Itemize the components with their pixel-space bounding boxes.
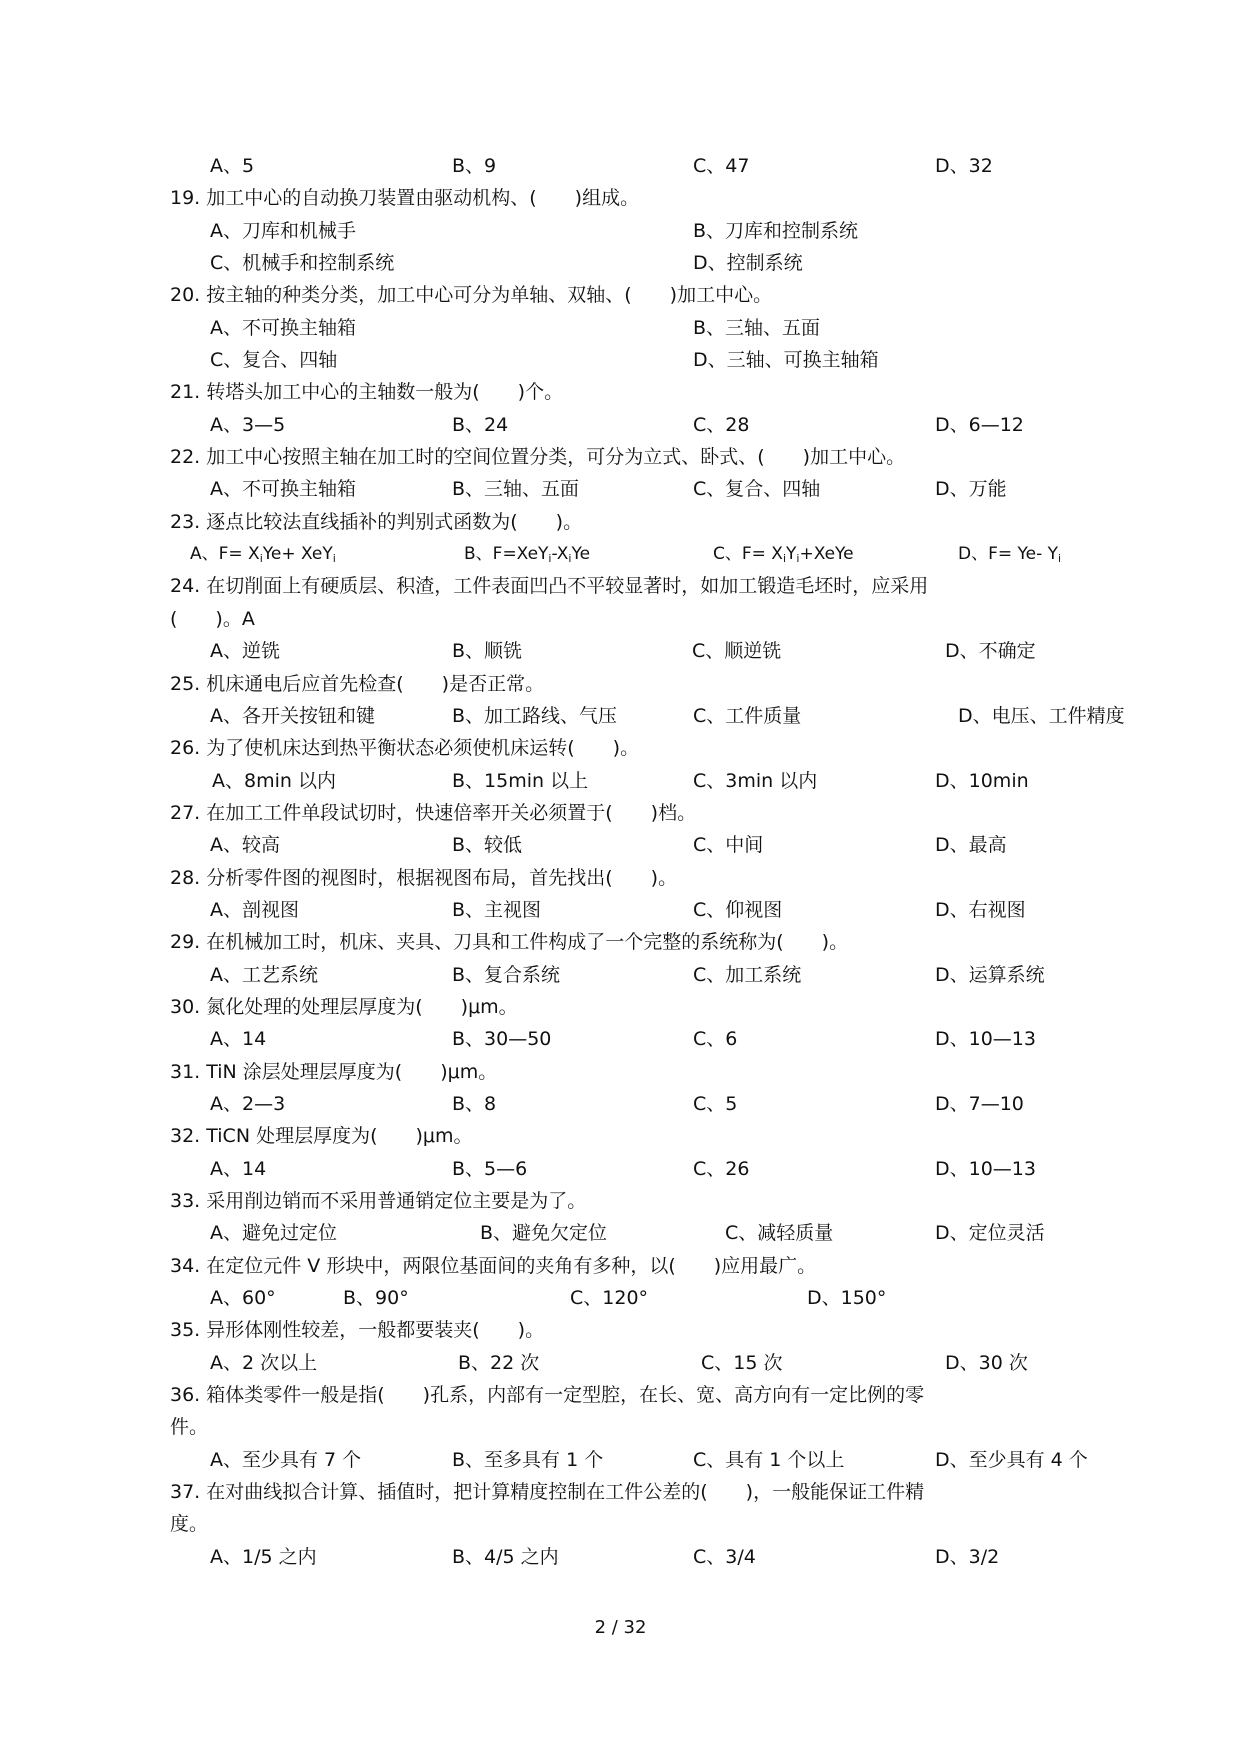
question-line bbox=[170, 732, 1070, 764]
option-a: A、不可换主轴箱 bbox=[210, 478, 356, 501]
question-text: 26. 为了使机床达到热平衡状态必须使机床运转( )。 bbox=[170, 737, 640, 760]
options-row bbox=[190, 1023, 1070, 1055]
options-row bbox=[190, 635, 1070, 667]
question-text: 34. 在定位元件 V 形块中，两限位基面间的夹角有多种，以( )应用最广。 bbox=[170, 1254, 817, 1277]
question-text: 33. 采用削边销而不采用普通销定位主要是为了。 bbox=[170, 1190, 587, 1212]
option-c: C、3/4 bbox=[693, 1545, 756, 1568]
options-row bbox=[190, 1347, 1070, 1379]
option-b: B、22 次 bbox=[458, 1351, 540, 1374]
question-line bbox=[170, 668, 1070, 700]
option-b: B、24 bbox=[452, 413, 509, 436]
option-a: A、剖视图 bbox=[210, 898, 299, 921]
question-text: 19. 加工中心的自动换刀装置由驱动机构、( )组成。 bbox=[170, 187, 640, 210]
options-row bbox=[190, 959, 1070, 991]
option-d: D、右视图 bbox=[935, 898, 1026, 921]
question-text: 29. 在机械加工时，机床、夹具、刀具和工件构成了一个完整的系统称为( )。 bbox=[170, 931, 849, 954]
option-a: A、5 bbox=[210, 155, 255, 177]
subscript: i bbox=[1058, 552, 1062, 566]
option-d: D、10—13 bbox=[935, 1157, 1036, 1180]
formula-text: B、F=XeY bbox=[464, 544, 549, 565]
options-row bbox=[190, 409, 1070, 441]
question-continuation bbox=[170, 1411, 1070, 1443]
question-text: 27. 在加工工件单段试切时，快速倍率开关必须置于( )档。 bbox=[170, 801, 697, 824]
option-a: A、较高 bbox=[210, 834, 280, 857]
formula-text: +XeYe bbox=[799, 544, 854, 565]
option-d: D、7—10 bbox=[935, 1092, 1024, 1115]
formula-text: Ye+ XeY bbox=[262, 544, 333, 565]
question-line bbox=[170, 1379, 1070, 1411]
subscript: i bbox=[259, 552, 263, 566]
question-line bbox=[170, 376, 1070, 408]
options-row bbox=[190, 473, 1070, 505]
option-c: C、顺逆铣 bbox=[692, 640, 782, 663]
option-b: B、4/5 之内 bbox=[452, 1545, 559, 1568]
option-a: A、8min 以内 bbox=[212, 769, 336, 792]
question-line bbox=[170, 1185, 1070, 1217]
option-a: A、3—5 bbox=[210, 413, 286, 436]
option-a: A、2 次以上 bbox=[210, 1351, 318, 1374]
question-line bbox=[170, 797, 1070, 829]
option-a: A、不可换主轴箱 bbox=[210, 316, 356, 339]
option-b bbox=[464, 538, 590, 570]
option-c: C、5 bbox=[693, 1092, 738, 1115]
question-text: 度。 bbox=[170, 1513, 209, 1536]
option-a: A、各开关按钮和键 bbox=[210, 704, 375, 727]
question-line bbox=[170, 1120, 1070, 1152]
option-c: C、仰视图 bbox=[693, 898, 783, 921]
question-line bbox=[170, 279, 1070, 311]
option-a: A、60° bbox=[210, 1287, 276, 1310]
question-text: 37. 在对曲线拟合计算、插值时，把计算精度控制在工件公差的( )，一般能保证工件精 bbox=[170, 1481, 925, 1504]
question-line bbox=[170, 1314, 1070, 1346]
question-text: 35. 异形体刚性较差，一般都要装夹( )。 bbox=[170, 1319, 545, 1342]
question-list bbox=[170, 150, 1125, 1573]
option-d: D、10—13 bbox=[935, 1028, 1036, 1051]
option-b: B、9 bbox=[452, 155, 497, 177]
options-row bbox=[190, 1444, 1088, 1476]
option-b: D、三轴、可换主轴箱 bbox=[693, 349, 879, 372]
option-a: A、至少具有 7 个 bbox=[210, 1448, 362, 1471]
question-text: 28. 分析零件图的视图时，根据视图布局，首先找出( )。 bbox=[170, 866, 678, 889]
option-d: D、6—12 bbox=[935, 413, 1024, 436]
option-c: C、减轻质量 bbox=[725, 1222, 834, 1245]
option-c: C、加工系统 bbox=[693, 963, 802, 986]
formula-text: -X bbox=[551, 544, 569, 565]
option-d: D、150° bbox=[807, 1287, 887, 1310]
option-a: A、工艺系统 bbox=[210, 963, 318, 986]
option-c: C、工件质量 bbox=[693, 704, 802, 727]
option-b: B、顺铣 bbox=[452, 640, 523, 663]
option-b: B、主视图 bbox=[452, 898, 542, 921]
question-continuation bbox=[170, 603, 1070, 635]
option-b: B、刀库和控制系统 bbox=[693, 219, 859, 242]
question-text: 20. 按主轴的种类分类，加工中心可分为单轴、双轴、( )加工中心。 bbox=[170, 284, 773, 307]
option-b: D、控制系统 bbox=[693, 252, 803, 275]
question-text: 30. 氮化处理的处理层厚度为( )μm。 bbox=[170, 995, 518, 1018]
subscript: i bbox=[796, 552, 800, 566]
formula-text: Y bbox=[786, 544, 797, 565]
options-row bbox=[190, 829, 1070, 861]
option-a: A、1/5 之内 bbox=[210, 1545, 317, 1568]
option-b: B、复合系统 bbox=[452, 963, 561, 986]
formula-text: Ye bbox=[571, 544, 591, 565]
option-b: B、5—6 bbox=[452, 1157, 528, 1180]
option-d: D、32 bbox=[935, 155, 993, 177]
option-b: B、15min 以上 bbox=[452, 769, 589, 792]
option-c: C、47 bbox=[693, 155, 750, 177]
option-c: C、15 次 bbox=[701, 1351, 783, 1374]
options-row bbox=[190, 1217, 1070, 1249]
question-line bbox=[170, 506, 1070, 538]
options-row bbox=[190, 215, 1070, 247]
question-line bbox=[170, 991, 1070, 1023]
option-b: B、90° bbox=[343, 1287, 409, 1310]
options-row bbox=[190, 247, 1070, 279]
option-d: D、至少具有 4 个 bbox=[935, 1448, 1088, 1471]
option-d: D、不确定 bbox=[945, 640, 1036, 663]
option-d: D、10min bbox=[935, 769, 1029, 792]
question-line bbox=[170, 1476, 1070, 1508]
formula-text: C、F= X bbox=[713, 544, 783, 565]
options-row bbox=[190, 1088, 1070, 1120]
question-text: 21. 转塔头加工中心的主轴数一般为( )个。 bbox=[170, 381, 564, 404]
option-a: C、机械手和控制系统 bbox=[210, 252, 395, 275]
option-c: C、复合、四轴 bbox=[693, 478, 821, 501]
option-b: B、较低 bbox=[452, 834, 523, 857]
options-row bbox=[190, 700, 1125, 732]
option-c: C、26 bbox=[693, 1157, 750, 1180]
option-a: A、14 bbox=[210, 1028, 267, 1051]
subscript: i bbox=[782, 552, 787, 566]
subscript: i bbox=[548, 552, 552, 566]
option-a: C、复合、四轴 bbox=[210, 349, 338, 372]
option-d: D、万能 bbox=[935, 478, 1007, 501]
question-line bbox=[170, 182, 1070, 214]
option-d: D、运算系统 bbox=[935, 963, 1045, 986]
options-row bbox=[190, 312, 1070, 344]
option-d: D、定位灵活 bbox=[935, 1222, 1045, 1245]
option-d: D、3/2 bbox=[935, 1545, 1000, 1568]
question-text: 25. 机床通电后应首先检查( )是否正常。 bbox=[170, 672, 545, 695]
question-line bbox=[170, 862, 1070, 894]
question-text: 24. 在切削面上有硬质层、积渣，工件表面凹凸不平较显著时，如加工锻造毛坯时，应采用 bbox=[170, 575, 929, 598]
option-b: B、三轴、五面 bbox=[693, 316, 821, 339]
option-c: C、120° bbox=[570, 1287, 649, 1310]
formula-text: D、F= Ye- Y bbox=[958, 544, 1059, 565]
question-text: 22. 加工中心按照主轴在加工时的空间位置分类，可分为立式、卧式、( )加工中心。 bbox=[170, 446, 906, 469]
option-b: B、8 bbox=[452, 1092, 497, 1115]
options-row bbox=[190, 765, 1070, 797]
option-a: A、14 bbox=[210, 1157, 267, 1180]
option-a: A、2—3 bbox=[210, 1092, 286, 1115]
question-continuation bbox=[170, 1508, 1070, 1540]
formula-text: A、F= X bbox=[190, 544, 260, 565]
question-text: 31. TiN 涂层处理层厚度为( )μm。 bbox=[170, 1060, 498, 1083]
option-c: C、具有 1 个以上 bbox=[693, 1448, 845, 1471]
question-text: ( )。A bbox=[170, 607, 255, 630]
question-line bbox=[170, 926, 1070, 958]
question-text: 件。 bbox=[170, 1416, 209, 1439]
option-d: D、最高 bbox=[935, 834, 1007, 857]
option-a bbox=[190, 538, 336, 570]
page-number: 2 / 32 bbox=[594, 1617, 647, 1638]
option-d: D、30 次 bbox=[945, 1351, 1028, 1374]
question-line bbox=[170, 570, 1070, 602]
option-b: B、加工路线、气压 bbox=[452, 704, 618, 727]
option-c: C、中间 bbox=[693, 834, 764, 857]
options-row bbox=[190, 1541, 1070, 1573]
option-b: B、30—50 bbox=[452, 1028, 552, 1051]
question-text: 23. 逐点比较法直线插补的判别式函数为( )。 bbox=[170, 510, 583, 533]
subscript: i bbox=[332, 552, 336, 566]
question-line bbox=[170, 441, 1070, 473]
option-a: A、逆铣 bbox=[210, 640, 280, 663]
options-row bbox=[190, 150, 1070, 182]
option-b: B、至多具有 1 个 bbox=[452, 1448, 604, 1471]
option-c: C、6 bbox=[693, 1028, 738, 1051]
option-c: C、28 bbox=[693, 413, 750, 436]
option-b: B、三轴、五面 bbox=[452, 478, 580, 501]
options-row bbox=[190, 1282, 1070, 1314]
option-a: A、刀库和机械手 bbox=[210, 219, 356, 242]
option-c bbox=[713, 538, 854, 570]
options-row bbox=[190, 894, 1070, 926]
option-d bbox=[958, 538, 1061, 570]
option-b: B、避免欠定位 bbox=[480, 1222, 608, 1245]
options-row bbox=[190, 1153, 1070, 1185]
subscript: i bbox=[568, 552, 572, 566]
options-row bbox=[190, 538, 1070, 570]
option-c: C、3min 以内 bbox=[693, 769, 818, 792]
option-d: D、电压、工件精度 bbox=[958, 704, 1125, 727]
question-line bbox=[170, 1250, 1070, 1282]
question-text: 32. TiCN 处理层厚度为( )μm。 bbox=[170, 1125, 473, 1148]
option-a: A、避免过定位 bbox=[210, 1222, 337, 1245]
question-line bbox=[170, 1056, 1070, 1088]
question-text: 36. 箱体类零件一般是指( )孔系，内部有一定型腔，在长、宽、高方向有一定比例的零 bbox=[170, 1384, 925, 1407]
options-row bbox=[190, 344, 1070, 376]
